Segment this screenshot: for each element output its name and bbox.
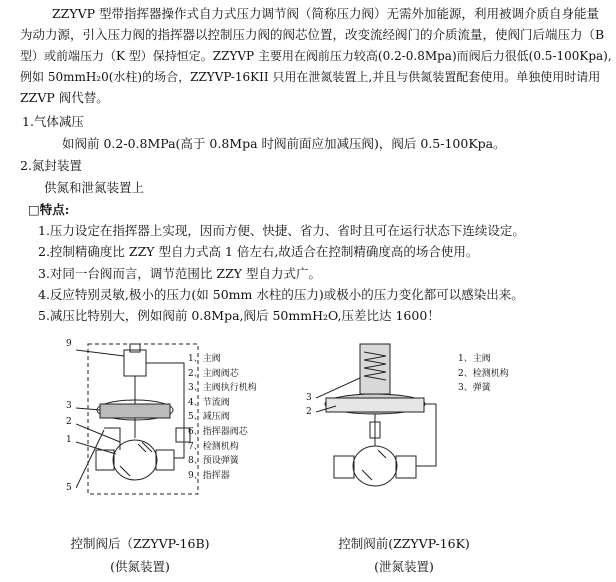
subcaption-right: (泄氮装置) [374, 559, 434, 574]
outlet-flange [156, 450, 174, 470]
legend-left [188, 352, 257, 483]
detection-casing [326, 398, 424, 412]
actuator-casing [100, 404, 170, 418]
pilot-body [124, 350, 146, 376]
callout-3: 3 [66, 401, 72, 411]
section-2-title: 2.氮封装置 [20, 158, 82, 173]
main-valve-body [353, 446, 397, 486]
leader-2 [76, 424, 120, 442]
legend-right-item: 1、主阀 [458, 354, 491, 364]
hatching [120, 442, 152, 476]
intro-line-1: ZZYVP 型带指挥器操作式自力式压力调节阀（简称压力阀）无需外加能源，利用被调介质自身能量 [52, 6, 600, 21]
feature-item-3: 3.对同一台阀而言，调节范围比 ZZY 型自力式广。 [38, 266, 321, 281]
feature-item-4: 4.反应特别灵敏,极小的压力(如 50mm 水柱的压力)或极小的压力变化都可以感染出来。 [38, 287, 524, 302]
outlet-flange [396, 456, 416, 478]
legend-left-item: 2、主阀阀芯 [188, 368, 239, 379]
section-1-body: 如阀前 0.2-0.8MPa(高于 0.8Mpa 时阀前面应加减压阀)，阀后 0.5-100Kpa。 [62, 136, 506, 151]
legend-left-item: 1、主阀 [188, 354, 221, 364]
legend-left-item: 9、指挥器 [188, 470, 230, 481]
valve-diagram-right [316, 338, 456, 508]
sensing-pipe [416, 404, 436, 466]
intro-line-5: ZZVP 阀代替。 [20, 90, 109, 105]
callout-9: 9 [66, 339, 72, 349]
features-title: □特点: [28, 202, 70, 217]
spring-housing [360, 344, 390, 394]
legend-right-item: 3、弹簧 [458, 383, 491, 394]
legend-left-item: 7、检测机构 [188, 441, 239, 452]
pilot-cap [130, 344, 140, 352]
leader-9 [76, 350, 124, 356]
subcaption-left: (供氮装置) [110, 559, 170, 574]
callout-5: 5 [66, 483, 72, 493]
legend-left-item: 4、节流阀 [188, 397, 230, 408]
legend-left-item: 8、预设弹簧 [188, 456, 239, 467]
legend-left-item: 3、主阀执行机构 [188, 383, 257, 394]
diagram-frame [88, 344, 198, 494]
leader-5 [76, 430, 104, 488]
legend-left-item: 5、减压阀 [188, 412, 230, 423]
hatching [362, 450, 386, 480]
intro-line-2: 为动力源，引入压力阀的指挥器以控制压力阀的阀芯位置，改变流经阀门的介质流量，使阀门后端压力（B [20, 27, 605, 42]
intro-line-3: 型）或前端压力（K 型）保持恒定。ZZYVP 主要用在阀前压力较高(0.2-0.8Mpa)而阀后力很低(0.5-100Kpa), [20, 49, 612, 63]
feature-item-2: 2.控制精确度比 ZZY 型自力式高 1 倍左右,故适合在控制精确度高的场合使用。 [38, 244, 479, 259]
callout-2: 2 [66, 417, 72, 427]
callout-2-right: 2 [306, 407, 312, 417]
legend-right [458, 352, 509, 396]
feature-item-5: 5.减压比特别大，例如阀前 0.8Mpa,阀后 50mmH₂O,压差比达 1600！ [38, 308, 440, 323]
section-1-title: 1.气体减压 [22, 114, 84, 129]
caption-left: 控制阀后（ZZYVP-16B) [70, 536, 210, 551]
caption-right: 控制阀前(ZZYVP-16K) [338, 536, 470, 551]
inlet-flange [334, 456, 354, 478]
callout-3-right: 3 [306, 393, 312, 403]
callout-1: 1 [66, 435, 72, 445]
legend-right-item: 2、检测机构 [458, 368, 509, 379]
feature-item-1: 1.压力设定在指挥器上实现，因而方便、快捷、省力、省时且可在运行状态下连续设定。 [38, 223, 525, 238]
section-2-body: 供氮和泄氮装置上 [44, 180, 145, 195]
intro-line-4: 例如 50mmH₂0(水柱)的场合，ZZYVP-16KII 只用在泄氮装置上,并且与供氮装置配套使用。单独使用时请用 [20, 70, 601, 84]
legend-left-item: 6、指挥器阀芯 [188, 426, 248, 437]
